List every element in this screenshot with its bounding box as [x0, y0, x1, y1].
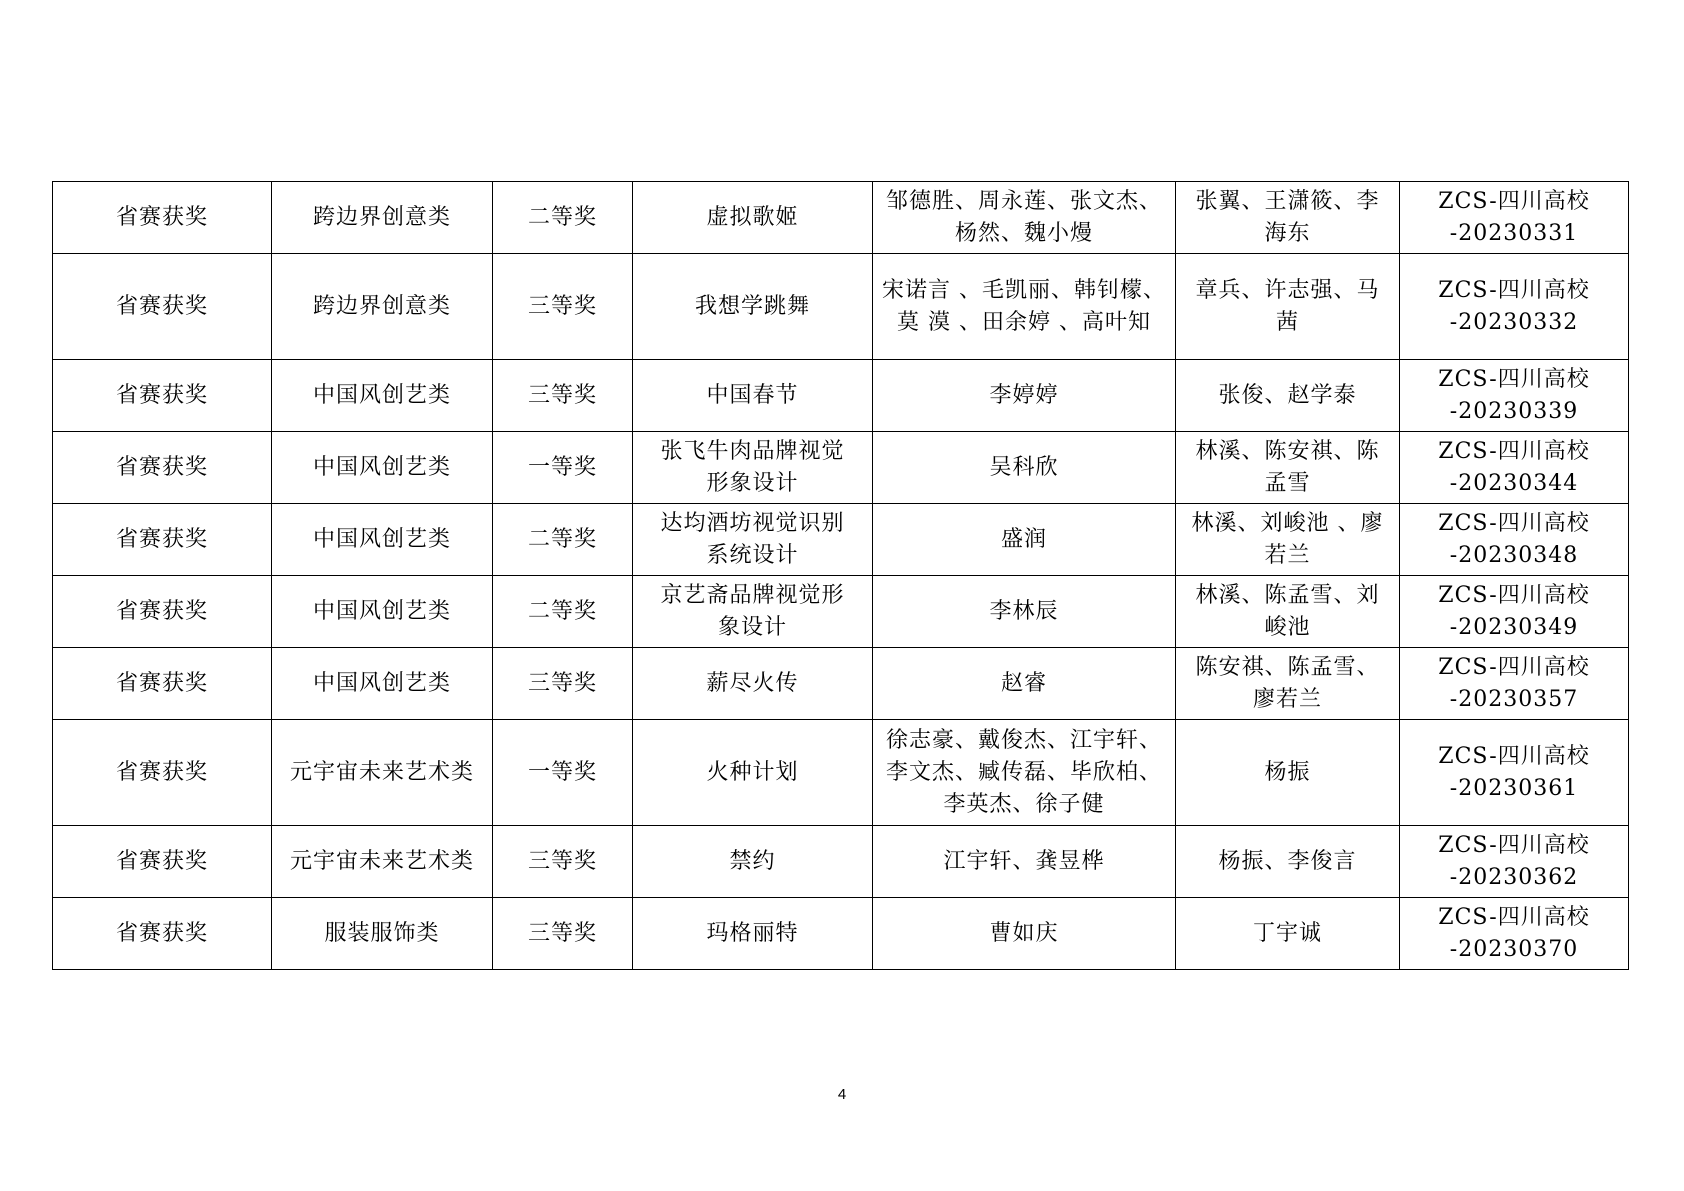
table-row	[53, 648, 1629, 720]
work-title-cell: 达均酒坊视觉识别 系统设计	[633, 504, 873, 576]
authors-cell: 李林辰	[873, 576, 1176, 648]
authors-cell: 邹德胜、周永莲、张文杰、 杨然、魏小熳	[873, 182, 1176, 254]
authors-cell: 宋诺言 、毛凯丽、韩钊檬、 莫 漠 、田余婷 、高叶知	[873, 254, 1176, 360]
page-number: 4	[837, 1086, 847, 1103]
award-level-cell: 一等奖	[493, 432, 633, 504]
award-type-cell: 省赛获奖	[53, 826, 272, 898]
award-type-cell: 省赛获奖	[53, 720, 272, 826]
award-level-cell: 二等奖	[493, 504, 633, 576]
table-row	[53, 898, 1629, 970]
award-type-cell: 省赛获奖	[53, 576, 272, 648]
award-level-cell: 三等奖	[493, 898, 633, 970]
advisors-cell: 杨振	[1176, 720, 1400, 826]
table-row	[53, 720, 1629, 826]
category-cell: 元宇宙未来艺术类	[272, 720, 493, 826]
award-type-cell: 省赛获奖	[53, 360, 272, 432]
authors-cell: 徐志豪、戴俊杰、江宇轩、 李文杰、臧传磊、毕欣柏、 李英杰、徐子健	[873, 720, 1176, 826]
awards-table	[52, 181, 1629, 970]
advisors-cell: 章兵、许志强、马 茜	[1176, 254, 1400, 360]
advisors-cell: 张俊、赵学泰	[1176, 360, 1400, 432]
entry-code-cell: ZCS-四川高校 -20230349	[1400, 576, 1629, 648]
work-title-cell: 中国春节	[633, 360, 873, 432]
award-level-cell: 三等奖	[493, 360, 633, 432]
entry-code-cell: ZCS-四川高校 -20230357	[1400, 648, 1629, 720]
entry-code-cell: ZCS-四川高校 -20230362	[1400, 826, 1629, 898]
table-row	[53, 826, 1629, 898]
work-title-cell: 虚拟歌姬	[633, 182, 873, 254]
work-title-cell: 张飞牛肉品牌视觉 形象设计	[633, 432, 873, 504]
award-level-cell: 三等奖	[493, 826, 633, 898]
award-type-cell: 省赛获奖	[53, 254, 272, 360]
award-type-cell: 省赛获奖	[53, 898, 272, 970]
table-row	[53, 504, 1629, 576]
category-cell: 跨边界创意类	[272, 254, 493, 360]
category-cell: 中国风创艺类	[272, 576, 493, 648]
category-cell: 跨边界创意类	[272, 182, 493, 254]
table-row	[53, 182, 1629, 254]
table-row	[53, 254, 1629, 360]
award-level-cell: 三等奖	[493, 648, 633, 720]
award-level-cell: 二等奖	[493, 576, 633, 648]
work-title-cell: 火种计划	[633, 720, 873, 826]
category-cell: 中国风创艺类	[272, 432, 493, 504]
category-cell: 服装服饰类	[272, 898, 493, 970]
entry-code-cell: ZCS-四川高校 -20230344	[1400, 432, 1629, 504]
entry-code-cell: ZCS-四川高校 -20230331	[1400, 182, 1629, 254]
advisors-cell: 林溪、陈孟雪、刘 峻池	[1176, 576, 1400, 648]
work-title-cell: 禁约	[633, 826, 873, 898]
table-body	[53, 182, 1629, 970]
table-row	[53, 432, 1629, 504]
authors-cell: 江宇轩、龚昱桦	[873, 826, 1176, 898]
entry-code-cell: ZCS-四川高校 -20230370	[1400, 898, 1629, 970]
authors-cell: 李婷婷	[873, 360, 1176, 432]
work-title-cell: 薪尽火传	[633, 648, 873, 720]
entry-code-cell: ZCS-四川高校 -20230361	[1400, 720, 1629, 826]
authors-cell: 盛润	[873, 504, 1176, 576]
entry-code-cell: ZCS-四川高校 -20230348	[1400, 504, 1629, 576]
award-level-cell: 一等奖	[493, 720, 633, 826]
authors-cell: 曹如庆	[873, 898, 1176, 970]
advisors-cell: 杨振、李俊言	[1176, 826, 1400, 898]
advisors-cell: 张翼、王潇筱、李 海东	[1176, 182, 1400, 254]
entry-code-cell: ZCS-四川高校 -20230332	[1400, 254, 1629, 360]
authors-cell: 吴科欣	[873, 432, 1176, 504]
work-title-cell: 玛格丽特	[633, 898, 873, 970]
table-row	[53, 360, 1629, 432]
award-type-cell: 省赛获奖	[53, 648, 272, 720]
award-type-cell: 省赛获奖	[53, 432, 272, 504]
work-title-cell: 京艺斋品牌视觉形 象设计	[633, 576, 873, 648]
category-cell: 中国风创艺类	[272, 504, 493, 576]
advisors-cell: 陈安祺、陈孟雪、 廖若兰	[1176, 648, 1400, 720]
work-title-cell: 我想学跳舞	[633, 254, 873, 360]
advisors-cell: 林溪、刘峻池 、廖 若兰	[1176, 504, 1400, 576]
award-type-cell: 省赛获奖	[53, 504, 272, 576]
award-level-cell: 三等奖	[493, 254, 633, 360]
advisors-cell: 丁宇诚	[1176, 898, 1400, 970]
category-cell: 元宇宙未来艺术类	[272, 826, 493, 898]
award-type-cell: 省赛获奖	[53, 182, 272, 254]
table-row	[53, 576, 1629, 648]
category-cell: 中国风创艺类	[272, 648, 493, 720]
category-cell: 中国风创艺类	[272, 360, 493, 432]
award-level-cell: 二等奖	[493, 182, 633, 254]
advisors-cell: 林溪、陈安祺、陈 孟雪	[1176, 432, 1400, 504]
entry-code-cell: ZCS-四川高校 -20230339	[1400, 360, 1629, 432]
authors-cell: 赵睿	[873, 648, 1176, 720]
